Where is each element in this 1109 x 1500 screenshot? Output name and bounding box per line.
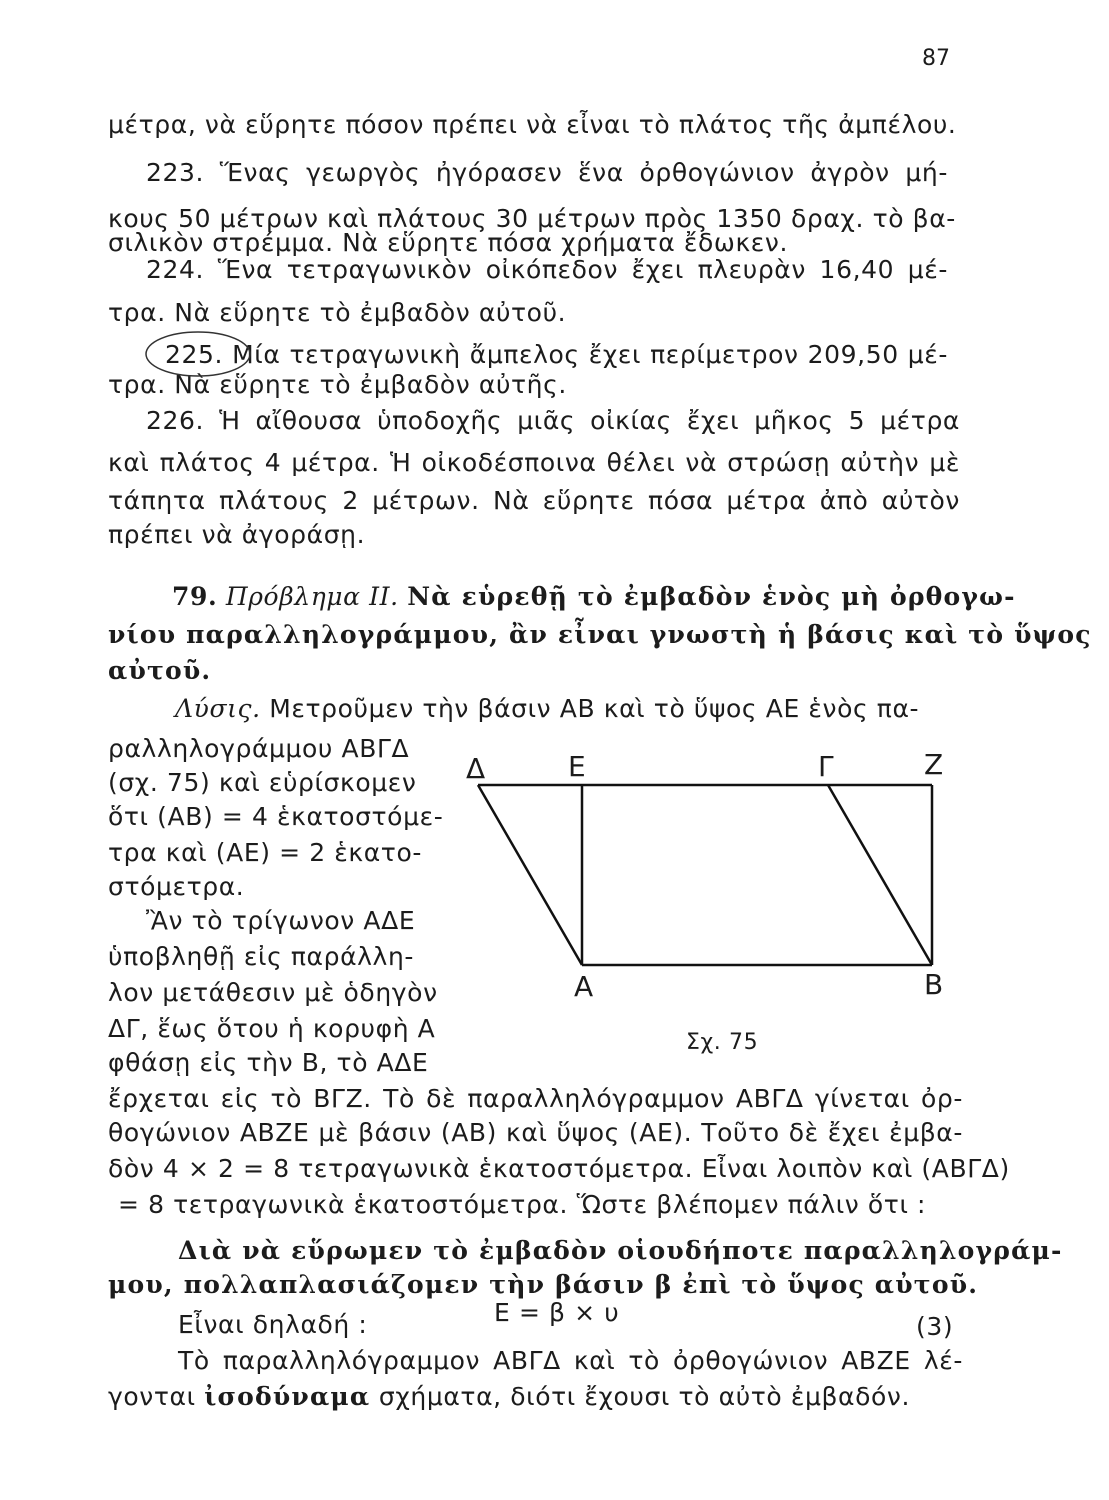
text-line: = 8 τετραγωνικὰ ἑκατοστόμετρα. Ὥστε βλέπομεν πάλιν ὅτι : (118, 1190, 927, 1219)
label-alpha: Α (574, 970, 594, 1003)
text-line: τρα. Νὰ εὕρητε τὸ ἐμβαδὸν αὐτοῦ. (108, 298, 567, 327)
text-line: (σχ. 75) καὶ εὑρίσκομεν (108, 768, 417, 797)
text-line: τρα καὶ (ΑΕ) = 2 ἑκατο- (108, 838, 422, 867)
text-line: ραλληλογράμμου ΑΒΓΔ (108, 734, 410, 763)
text-line: τάπητα πλάτους 2 μέτρων. Νὰ εὕρητε πόσα μέτρα ἀπὸ αὐτὸν (108, 486, 960, 515)
text-line: λον μετάθεσιν μὲ ὁδηγὸν (108, 978, 438, 1007)
equation-formula: Ε = β × υ (494, 1298, 620, 1327)
label-epsilon: Ε (568, 750, 586, 783)
text-line: 226. Ἡ αἴθουσα ὑποδοχῆς μιᾶς οἰκίας ἔχει μῆκος 5 μέτρα (146, 406, 960, 435)
text-line: Ἂν τὸ τρίγωνον ΑΔΕ (146, 906, 416, 935)
label-gamma: Γ (818, 750, 834, 783)
text-line: Τὸ παραλληλόγραμμον ΑΒΓΔ καὶ τὸ ὀρθογώνιον ΑΒΖΕ λέ- (178, 1346, 963, 1375)
term-equivalent: ἰσοδύναμα (204, 1382, 371, 1411)
text-line: μέτρα, νὰ εὕρητε πόσον πρέπει νὰ εἶναι τὸ πλάτος τῆς ἀμπέλου. (108, 110, 957, 139)
equation-intro: Εἶναι δηλαδή : (178, 1310, 368, 1339)
text-line: ἔρχεται εἰς τὸ ΒΓΖ. Τὸ δὲ παραλληλόγραμμον ΑΒΓΔ γίνεται ὀρ- (108, 1084, 963, 1113)
text-line: ὑποβληθῇ εἰς παράλλη- (108, 942, 415, 971)
label-beta: Β (924, 968, 944, 1001)
solution-label: Λύσις. (175, 694, 261, 723)
figure-caption: Σχ. 75 (686, 1030, 759, 1055)
problem-label: Πρόβλημα ΙΙ. (225, 582, 399, 611)
text-line: 225. Μία τετραγωνικὴ ἄμπελος ἔχει περίμετρον 209,50 μέ- (165, 340, 948, 369)
rule-statement: μου, πολλαπλασιάζομεν τὴν βάσιν β ἐπὶ τὸ ὕψος αὐτοῦ. (108, 1270, 979, 1299)
text-line: φθάσῃ εἰς τὴν Β, τὸ ΑΔΕ (108, 1048, 429, 1077)
text-line: κους 50 μέτρων καὶ πλάτους 30 μέτρων πρὸς 1350 δραχ. τὸ βα- (108, 204, 956, 233)
text-fragment: σχήματα, διότι ἔχουσι τὸ αὐτὸ ἐμβαδόν. (378, 1382, 911, 1411)
label-delta: Δ (466, 752, 486, 785)
text-line: καὶ πλάτος 4 μέτρα. Ἡ οἰκοδέσποινα θέλει νὰ στρώσῃ αὐτὴν μὲ (108, 448, 960, 477)
text-line: στόμετρα. (108, 872, 245, 901)
text-line: πρέπει νὰ ἀγοράσῃ. (108, 520, 366, 549)
problem-number: 79. (172, 582, 218, 611)
hand-drawn-circle (146, 332, 250, 376)
text-line: 224. Ἕνα τετραγωνικὸν οἰκόπεδον ἔχει πλευρὰν 16,40 μέ- (146, 255, 948, 284)
text-line: ΔΓ, ἕως ὅτου ἡ κορυφὴ Α (108, 1014, 436, 1043)
text-line: δὸν 4 × 2 = 8 τετραγωνικὰ ἑκατοστόμετρα. Εἶναι λοιπὸν καὶ (ΑΒΓΔ) (108, 1154, 1010, 1183)
equation-number: (3) (916, 1312, 954, 1341)
solution-text: Μετροῦμεν τὴν βάσιν ΑΒ καὶ τὸ ὕψος ΑΕ ἑνὸς πα- (269, 694, 920, 723)
problem-statement: αὐτοῦ. (108, 656, 212, 685)
slanted-side-BG (828, 785, 932, 965)
text-line: ὅτι (ΑΒ) = 4 ἑκατοστόμε- (108, 802, 444, 831)
text-line: θογώνιον ΑΒΖΕ μὲ βάσιν (ΑΒ) καὶ ὕψος (ΑΕ). Τοῦτο δὲ ἔχει ἐμβα- (108, 1118, 963, 1147)
rule-statement: Διὰ νὰ εὕρωμεν τὸ ἐμβαδὸν οἱουδήποτε παραλληλογράμ- (178, 1236, 1063, 1265)
text-line: 223. Ἕνας γεωργὸς ἠγόρασεν ἕνα ὀρθογώνιον ἀγρὸν μή- (146, 158, 948, 187)
label-zeta: Ζ (924, 748, 944, 781)
text-fragment: γονται (108, 1382, 196, 1411)
slanted-side-AD (478, 785, 582, 965)
problem-statement: νίου παραλληλογράμμου, ἂν εἶναι γνωστὴ ἡ βάσις καὶ τὸ ὕψος (108, 620, 1092, 649)
problem-statement: Νὰ εὑρεθῇ τὸ ἐμβαδὸν ἑνὸς μὴ ὀρθογω- (407, 582, 1016, 611)
page-number: 87 (922, 46, 950, 71)
text-line: σιλικὸν στρέμμα. Νὰ εὕρητε πόσα χρήματα ἔδωκεν. (108, 228, 789, 257)
text-line: τρα. Νὰ εὕρητε τὸ ἐμβαδὸν αὐτῆς. (108, 370, 567, 399)
